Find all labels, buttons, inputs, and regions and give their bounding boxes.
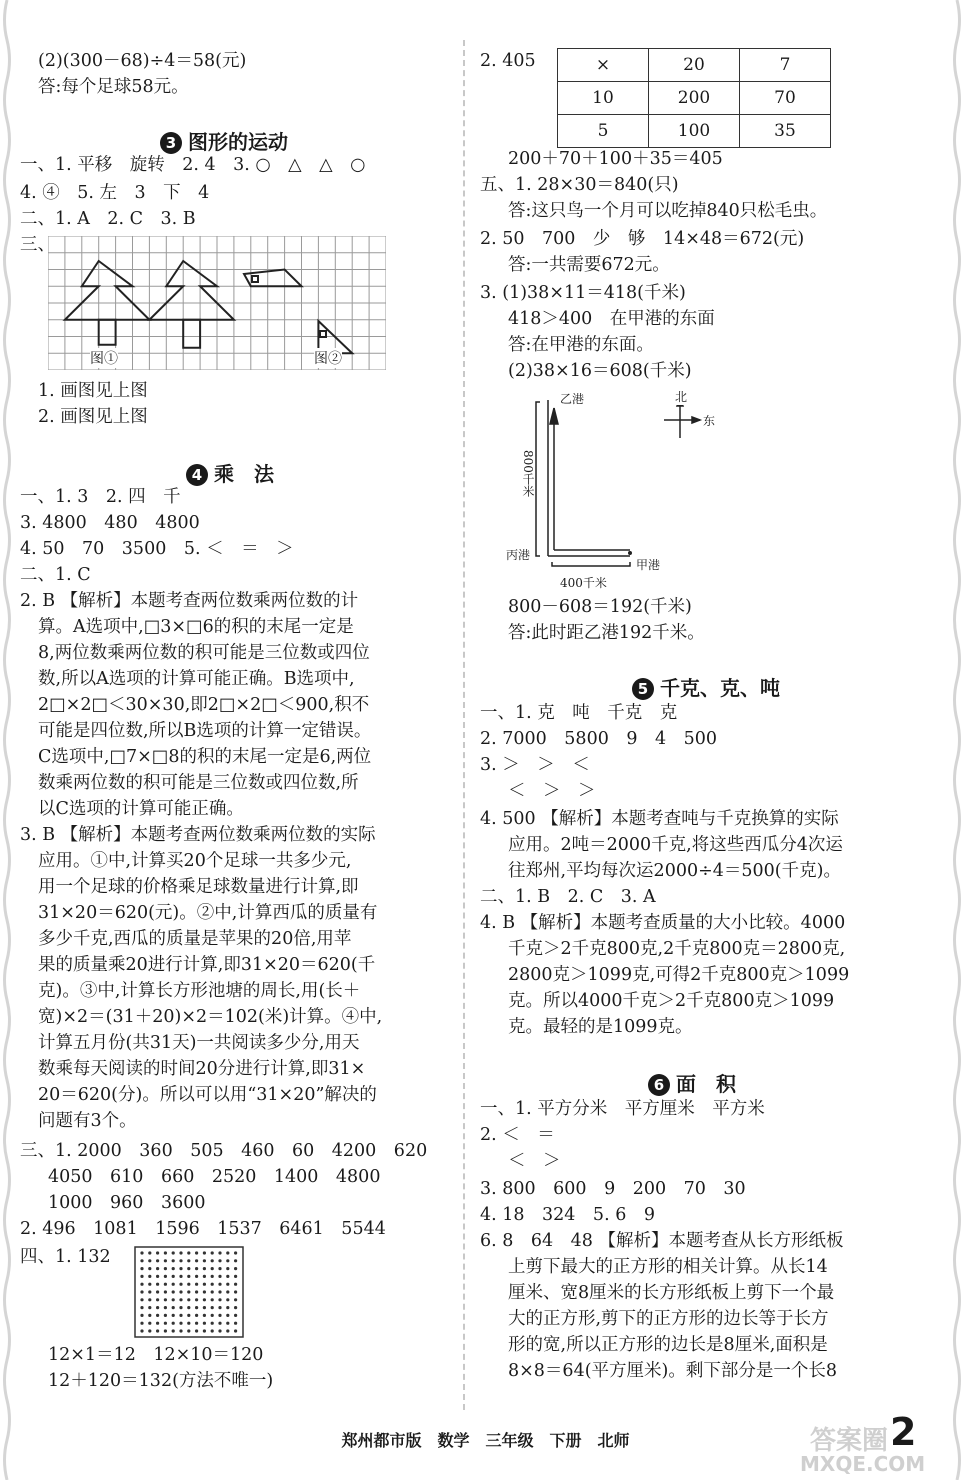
array-dot <box>156 1329 159 1332</box>
array-dot <box>226 1298 229 1301</box>
array-dot <box>164 1275 167 1278</box>
array-dot <box>156 1298 159 1301</box>
array-dot <box>203 1298 206 1301</box>
map-distance-horizontal: 400千米 <box>560 576 607 590</box>
array-dot <box>226 1290 229 1293</box>
array-dot <box>148 1314 151 1317</box>
answer-line: 3. ＞ ＞ ＜ <box>480 755 590 775</box>
table-cell: 35 <box>740 115 831 148</box>
array-dot <box>164 1290 167 1293</box>
array-dot <box>226 1283 229 1286</box>
array-dot <box>140 1283 143 1286</box>
answer-line: 2. 画图见上图 <box>38 407 148 427</box>
array-dot <box>195 1329 198 1332</box>
answer-line: 4. 50 70 3500 5. ＜ ＝ ＞ <box>20 539 294 559</box>
array-dot <box>211 1314 214 1317</box>
answer-line: 答:在甲港的东面。 <box>508 335 654 355</box>
array-dot <box>203 1306 206 1309</box>
section-title-text: 乘 法 <box>214 462 274 486</box>
answer-line: 克)。③中,计算长方形池塘的周长,用(长＋ <box>38 981 361 1001</box>
array-dot <box>172 1275 175 1278</box>
array-dot <box>179 1298 182 1301</box>
array-dot <box>203 1314 206 1317</box>
map-distance-vertical: 800千米 <box>521 450 535 497</box>
array-dot <box>172 1306 175 1309</box>
answer-line: 厘米、宽8厘米的长方形纸板上剪下一个最 <box>508 1283 835 1303</box>
answer-line: 多少千克,西瓜的质量是苹果的20倍,用苹 <box>38 929 352 949</box>
array-dot <box>187 1298 190 1301</box>
answer-line: 计算五月份(共31天)一共阅读多少分,用天 <box>38 1033 360 1053</box>
array-dot <box>195 1267 198 1270</box>
array-dot <box>195 1283 198 1286</box>
answer-line: C选项中,□7×□8的积的末尾一定是6,两位 <box>38 747 372 767</box>
answer-line: 一、1. 平移 旋转 2. 4 3. ○ △ △ ○ <box>20 155 366 175</box>
answer-line: 上剪下最大的正方形的相关计算。从长14 <box>508 1257 828 1277</box>
answer-line: 宽)×2＝(31＋20)×2＝102(米)计算。④中, <box>38 1007 383 1027</box>
answer-line: 1000 960 3600 <box>48 1193 206 1213</box>
array-dot <box>226 1329 229 1332</box>
answer-line: 4. 500 【解析】本题考查吨与千克换算的实际 <box>480 809 839 829</box>
table-cell: 10 <box>558 82 649 115</box>
array-dot <box>187 1290 190 1293</box>
answer-line: 3. B 【解析】本题考查两位数乘两位数的实际 <box>20 825 376 845</box>
array-dot <box>156 1251 159 1254</box>
answer-line: 以C选项的计算可能正确。 <box>38 799 244 819</box>
answer-line: 4. ④ 5. 左 3 下 4 <box>20 183 210 203</box>
table-cell: 100 <box>649 115 740 148</box>
left-wavy-border <box>0 0 14 1480</box>
answer-line: 2. B 【解析】本题考查两位数乘两位数的计 <box>20 591 359 611</box>
array-dot <box>187 1259 190 1262</box>
answer-line: 二、1. C <box>20 565 91 585</box>
array-dot <box>187 1306 190 1309</box>
answer-line: 2. ＜ ＝ <box>480 1125 555 1145</box>
array-dot <box>179 1314 182 1317</box>
array-dot <box>211 1259 214 1262</box>
array-dot <box>218 1259 221 1262</box>
answer-line: 可能是四位数,所以B选项的计算一定错误。 <box>38 721 372 741</box>
section-title-4 <box>186 458 274 487</box>
answer-line: 一、1. 克 吨 千克 克 <box>480 703 678 723</box>
answer-line: 往郑州,平均每次运2000÷4＝500(千克)。 <box>508 861 841 881</box>
compass-north: 北 <box>675 390 688 404</box>
array-dot <box>203 1275 206 1278</box>
array-dot <box>148 1259 151 1262</box>
array-dot <box>195 1298 198 1301</box>
array-dot <box>187 1283 190 1286</box>
array-dot <box>218 1290 221 1293</box>
array-dot <box>148 1306 151 1309</box>
array-dot <box>226 1275 229 1278</box>
array-dot <box>234 1251 237 1254</box>
array-dot <box>172 1314 175 1317</box>
section-title-text: 面 积 <box>676 1072 736 1096</box>
section-title-3 <box>160 126 288 155</box>
section-number: 3 <box>160 132 182 154</box>
array-dot <box>234 1283 237 1286</box>
array-dot <box>148 1290 151 1293</box>
answer-line: 三、1. 2000 360 505 460 60 4200 620 <box>20 1141 428 1161</box>
answer-line: 数乘两位数的积可能是三位数或四位数,所 <box>38 773 359 793</box>
array-dot <box>172 1251 175 1254</box>
array-dot <box>226 1251 229 1254</box>
watermark: 答案圈 <box>810 1426 889 1456</box>
map-label-jia: 甲港 <box>636 558 661 572</box>
answer-line: 418＞400 在甲港的东面 <box>508 309 715 329</box>
array-dot <box>164 1267 167 1270</box>
array-dot <box>148 1329 151 1332</box>
answer-line: 数乘每天阅读的时间20分进行计算,即31× <box>38 1059 366 1079</box>
array-dot <box>148 1267 151 1270</box>
answer-line: 200＋70＋100＋35＝405 <box>508 149 723 169</box>
section-number: 5 <box>632 678 654 700</box>
array-dot <box>203 1259 206 1262</box>
array-dot <box>218 1306 221 1309</box>
array-dot <box>195 1314 198 1317</box>
right-wavy-border <box>950 0 964 1480</box>
array-dot <box>172 1329 175 1332</box>
array-dot <box>140 1314 143 1317</box>
section-number: 6 <box>648 1074 670 1096</box>
array-dot <box>203 1267 206 1270</box>
array-dot <box>203 1283 206 1286</box>
array-dot <box>156 1259 159 1262</box>
array-dot <box>156 1283 159 1286</box>
figure-label-1: 图① <box>90 348 118 368</box>
table-cell: 200 <box>649 82 740 115</box>
array-dot <box>148 1322 151 1325</box>
array-dot <box>226 1314 229 1317</box>
array-dot <box>179 1283 182 1286</box>
array-dot <box>172 1267 175 1270</box>
answer-line: 克。所以4000千克＞2千克800克＞1099 <box>508 991 835 1011</box>
answer-line: 三、 <box>20 235 55 255</box>
array-dot <box>211 1275 214 1278</box>
array-dot <box>234 1322 237 1325</box>
array-dot <box>234 1267 237 1270</box>
array-dot <box>195 1259 198 1262</box>
answer-line: 大的正方形,剪下的正方形的边长等于长方 <box>508 1309 829 1329</box>
answer-line: 数,所以A选项的计算可能正确。B选项中, <box>38 669 355 689</box>
answer-line: 答:一共需要672元。 <box>508 255 670 275</box>
array-dot <box>211 1283 214 1286</box>
array-dot <box>164 1259 167 1262</box>
answer-line: 克。最轻的是1099克。 <box>508 1017 693 1037</box>
array-dot <box>226 1322 229 1325</box>
array-dot <box>148 1251 151 1254</box>
array-dot <box>211 1267 214 1270</box>
array-dot <box>164 1306 167 1309</box>
array-dot <box>140 1259 143 1262</box>
answer-line: 2. 50 700 少 够 14×48＝672(元) <box>480 229 805 249</box>
array-dot <box>218 1283 221 1286</box>
answer-line: 2. 405 <box>480 51 536 71</box>
answer-line: 千克＞2千克800克,2千克800克＝2800克, <box>508 939 846 959</box>
array-dot <box>211 1329 214 1332</box>
answer-line: 形的宽,所以正方形的边长是8厘米,面积是 <box>508 1335 828 1355</box>
array-dot <box>179 1322 182 1325</box>
array-dot <box>211 1306 214 1309</box>
array-dot <box>164 1251 167 1254</box>
array-dot <box>218 1267 221 1270</box>
section-title-text: 图形的运动 <box>188 130 288 154</box>
array-dot <box>172 1283 175 1286</box>
answer-line: 算。A选项中,□3×□6的积的末尾一定是 <box>38 617 354 637</box>
array-dot <box>148 1298 151 1301</box>
array-dot <box>187 1267 190 1270</box>
answer-line: 应用。①中,计算买20个足球一共多少元, <box>38 851 352 871</box>
answer-line: 2800克＞1099克,可得2千克800克＞1099 <box>508 965 850 985</box>
array-dot <box>195 1275 198 1278</box>
array-dot <box>218 1322 221 1325</box>
answer-line: 8,两位数乘两位数的积可能是三位数或四位 <box>38 643 370 663</box>
array-dot <box>140 1298 143 1301</box>
array-dot <box>203 1290 206 1293</box>
answer-line: 果的质量乘20进行计算,即31×20＝620(千 <box>38 955 376 975</box>
answer-line: 答:每个足球58元。 <box>38 77 189 97</box>
array-dot <box>211 1251 214 1254</box>
answer-line: ＜ ＞ ＞ <box>508 781 596 801</box>
answer-line: 五、1. 28×30＝840(只) <box>480 175 679 195</box>
array-dot <box>164 1298 167 1301</box>
array-dot <box>234 1329 237 1332</box>
array-dot <box>156 1290 159 1293</box>
answer-line: 一、1. 平方分米 平方厘米 平方米 <box>480 1099 765 1119</box>
array-dot <box>156 1275 159 1278</box>
array-dot <box>179 1251 182 1254</box>
section-number: 4 <box>186 464 208 486</box>
answer-line: 3. 800 600 9 200 70 30 <box>480 1179 746 1199</box>
array-dot <box>179 1306 182 1309</box>
array-dot <box>156 1306 159 1309</box>
array-dot <box>218 1298 221 1301</box>
answer-line: 二、1. B 2. C 3. A <box>480 887 656 907</box>
section-title-5 <box>632 672 780 701</box>
array-dot <box>172 1259 175 1262</box>
array-dot <box>187 1329 190 1332</box>
array-dot <box>164 1283 167 1286</box>
array-dot <box>234 1298 237 1301</box>
array-dot <box>234 1275 237 1278</box>
array-dot <box>218 1275 221 1278</box>
array-dot <box>203 1322 206 1325</box>
array-dot <box>140 1251 143 1254</box>
array-dot <box>179 1329 182 1332</box>
answer-line: 4050 610 660 2520 1400 4800 <box>48 1167 381 1187</box>
array-dot <box>148 1283 151 1286</box>
answer-line: ＜ ＞ <box>508 1151 561 1171</box>
array-dot <box>226 1267 229 1270</box>
array-dot <box>211 1298 214 1301</box>
array-dot <box>179 1267 182 1270</box>
answer-line: 一、1. 3 2. 四 千 <box>20 487 181 507</box>
array-dot <box>140 1290 143 1293</box>
array-dot <box>172 1290 175 1293</box>
page-footer: 郑州都市版 数学 三年级 下册 北师 <box>341 1431 630 1450</box>
table-cell: 7 <box>740 49 831 82</box>
array-dot <box>140 1322 143 1325</box>
answer-line: 6. 8 64 48 【解析】本题考查从长方形纸板 <box>480 1231 844 1251</box>
array-dot <box>234 1306 237 1309</box>
answer-line: 12＋120＝132(方法不唯一) <box>48 1371 274 1391</box>
array-dot <box>179 1275 182 1278</box>
array-dot <box>156 1322 159 1325</box>
array-dot <box>164 1322 167 1325</box>
array-dot <box>179 1259 182 1262</box>
answer-line: 3. (1)38×11＝418(千米) <box>480 283 686 303</box>
answer-line: 8×8＝64(平方厘米)。剩下部分是一个长8 <box>508 1361 837 1381</box>
array-dot <box>234 1290 237 1293</box>
array-dot <box>187 1251 190 1254</box>
array-dot <box>226 1259 229 1262</box>
array-dot <box>187 1314 190 1317</box>
array-dot <box>211 1322 214 1325</box>
watermark-url: MXQE.COM <box>800 1452 926 1476</box>
answer-line: 12×1＝12 12×10＝120 <box>48 1345 264 1365</box>
answer-line: 800－608＝192(千米) <box>508 597 692 617</box>
array-dot <box>195 1306 198 1309</box>
array-dot <box>195 1251 198 1254</box>
array-dot <box>218 1251 221 1254</box>
array-dot <box>156 1267 159 1270</box>
array-dot <box>156 1314 159 1317</box>
array-dot <box>203 1329 206 1332</box>
array-dot <box>187 1275 190 1278</box>
array-dot <box>172 1298 175 1301</box>
array-dot <box>203 1251 206 1254</box>
answer-line: 2. 496 1081 1596 1537 6461 5544 <box>20 1219 386 1239</box>
answer-line: 1. 画图见上图 <box>38 381 148 401</box>
array-dot <box>140 1306 143 1309</box>
array-dot <box>195 1290 198 1293</box>
array-dot <box>195 1322 198 1325</box>
table-cell: 20 <box>649 49 740 82</box>
map-label-bing: 丙港 <box>506 548 531 562</box>
page-number: 2 <box>890 1410 917 1454</box>
array-dot <box>164 1329 167 1332</box>
answer-line: 应用。2吨＝2000千克,将这些西瓜分4次运 <box>508 835 843 855</box>
array-dot <box>172 1322 175 1325</box>
table-cell: × <box>558 49 649 82</box>
answer-line: 用一个足球的价格乘足球数量进行计算,即 <box>38 877 359 897</box>
array-dot <box>211 1290 214 1293</box>
multiplication-table <box>557 48 831 148</box>
array-dot <box>140 1329 143 1332</box>
answer-line: 20＝620(分)。所以可以用“31×20”解决的 <box>38 1085 377 1105</box>
dot-array-figure <box>134 1246 244 1338</box>
answer-line: 答:这只鸟一个月可以吃掉840只松毛虫。 <box>508 201 828 221</box>
answer-line: 答:此时距乙港192千米。 <box>508 623 705 643</box>
answer-line: (2)38×16＝608(千米) <box>508 361 692 381</box>
map-label-yi: 乙港 <box>560 392 585 406</box>
array-dot <box>179 1290 182 1293</box>
array-dot <box>218 1329 221 1332</box>
array-dot <box>187 1322 190 1325</box>
answer-line: 二、1. A 2. C 3. B <box>20 209 196 229</box>
answer-line: 四、1. 132 <box>20 1247 111 1267</box>
compass-east: 东 <box>703 414 716 428</box>
array-dot <box>140 1275 143 1278</box>
section-title-text: 千克、克、吨 <box>660 676 780 700</box>
answer-line: 31×20＝620(元)。②中,计算西瓜的质量有 <box>38 903 378 923</box>
answer-line: 2□×2□＜30×30,即2□×2□＜900,积不 <box>38 695 370 715</box>
column-divider <box>463 40 465 1410</box>
array-dot <box>140 1267 143 1270</box>
array-dot <box>218 1314 221 1317</box>
array-dot <box>148 1275 151 1278</box>
table-cell: 5 <box>558 115 649 148</box>
figure-label-2: 图② <box>314 348 342 368</box>
answer-line: (2)(300－68)÷4＝58(元) <box>38 51 247 71</box>
answer-line: 2. 7000 5800 9 4 500 <box>480 729 718 749</box>
answer-line: 4. 18 324 5. 6 9 <box>480 1205 655 1225</box>
section-title-6 <box>648 1068 736 1097</box>
array-dot <box>226 1306 229 1309</box>
answer-line: 3. 4800 480 4800 <box>20 513 200 533</box>
table-cell: 70 <box>740 82 831 115</box>
answer-line: 4. B 【解析】本题考查质量的大小比较。4000 <box>480 913 846 933</box>
answer-line: 问题有3个。 <box>38 1111 137 1131</box>
array-dot <box>234 1259 237 1262</box>
array-dot <box>234 1314 237 1317</box>
array-dot <box>164 1314 167 1317</box>
